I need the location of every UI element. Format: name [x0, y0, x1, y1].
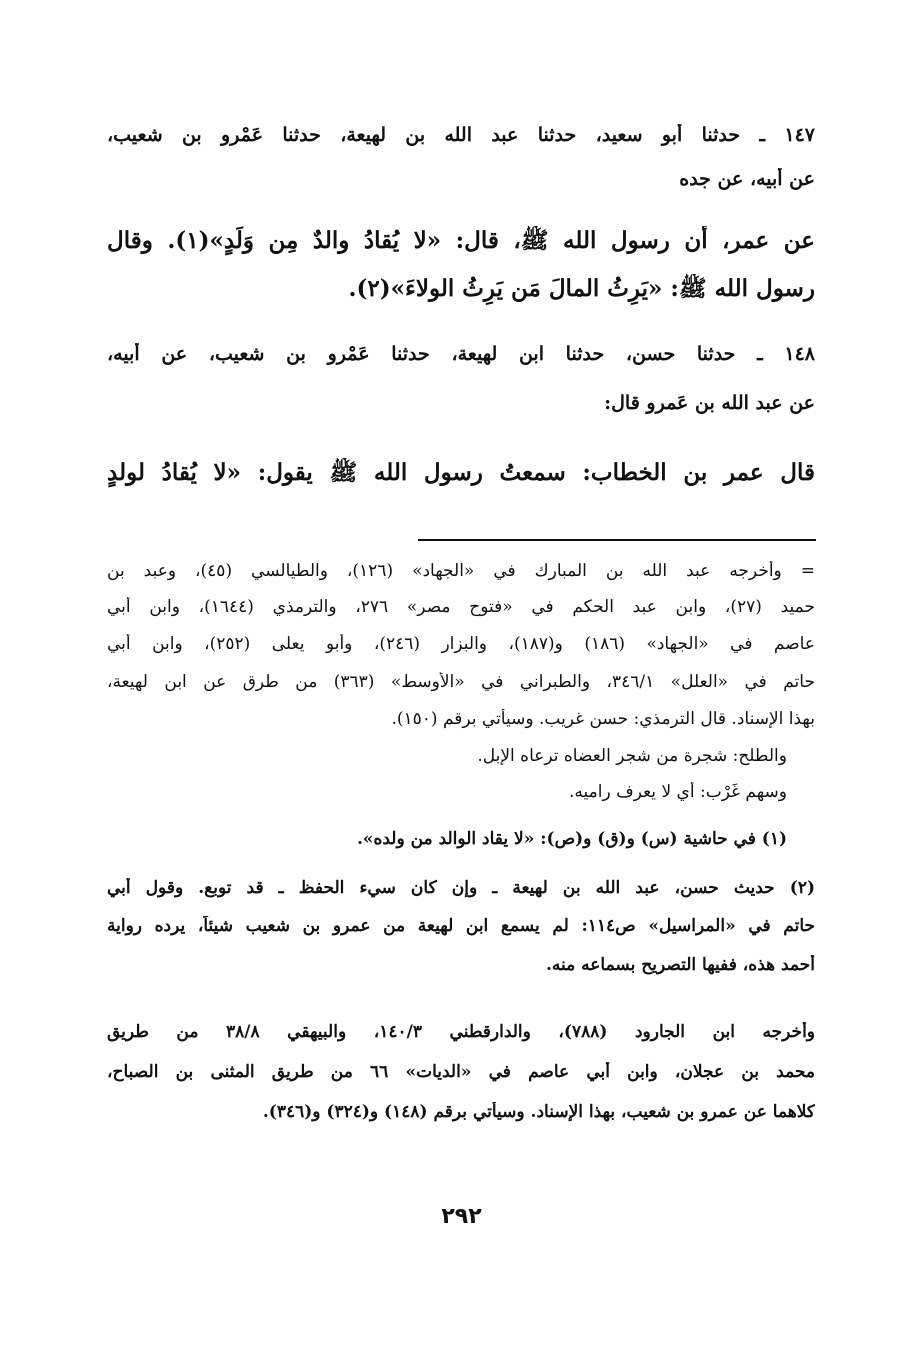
footnote-2-line-1: (٢) حديث حسن، عبد الله بن لهيعة ـ وإن كان سيء الحفظ ـ قد توبع. وقول أبي	[107, 878, 815, 898]
hadith-147-isnad-line-2: عن أبيه، عن جده	[679, 168, 815, 190]
hadith-147-matn-line-2: رسول الله ﷺ: «يَرِثُ المالَ مَن يَرِثُ الولاءَ»(٢).	[348, 275, 815, 302]
footnote-separator	[418, 539, 816, 541]
footnote-continuation-line-3: عاصم في «الجهاد» (١٨٦) و(١٨٧)، والبزار (٢٤٦)، وأبو يعلى (٢٥٢)، وابن أبي	[107, 634, 815, 654]
footnote-continuation-line-4: حاتم في «العلل» ٣٤٦/١، والطبراني في «الأوسط» (٣٦٣) من طرق عن ابن لهيعة،	[107, 672, 815, 692]
page-number: ٢٩٢	[441, 1204, 482, 1229]
talh-definition: والطلح: شجرة من شجر العضاه ترعاه الإبل.	[477, 746, 787, 766]
footnote-continuation-line-2: حميد (٢٧)، وابن عبد الحكم في «فتوح مصر» ٢٧٦، والترمذي (١٦٤٤)، وابن أبي	[107, 597, 815, 617]
footnote-2-line-2: حاتم في «المراسيل» ص١١٤: لم يسمع ابن لهيعة من عمرو بن شعيب شيئاً، يرده رواية	[107, 916, 815, 936]
footnote-2-line-5: محمد بن عجلان، وابن أبي عاصم في «الديات» ٦٦ من طريق المثنى بن الصباح،	[107, 1062, 815, 1082]
sahm-definition: وسهم غَرْب: أي لا يعرف راميه.	[569, 782, 787, 802]
hadith-148-isnad-line-2: عن عبد الله بن عَمرو قال:	[604, 392, 815, 414]
hadith-147-isnad-line-1: ١٤٧ ـ حدثنا أبو سعيد، حدثنا عبد الله بن لهيعة، حدثنا عَمْرو بن شعيب،	[107, 124, 815, 146]
hadith-147-matn-line-1: عن عمر، أن رسول الله ﷺ، قال: «لا يُقادُ والدٌ مِن وَلَدٍ»(١). وقال	[107, 227, 815, 254]
footnote-1: (١) في حاشية (س) و(ق) و(ص): «لا يقاد الوالد من ولده».	[356, 829, 787, 849]
footnote-2-line-4: وأخرجه ابن الجارود (٧٨٨)، والدارقطني ١٤٠/٣، والبيهقي ٣٨/٨ من طريق	[107, 1022, 815, 1042]
hadith-148-isnad-line-1: ١٤٨ ـ حدثنا حسن، حدثنا ابن لهيعة، حدثنا عَمْرو بن شعيب، عن أبيه،	[107, 343, 815, 365]
hadith-148-matn-line-1: قال عمر بن الخطاب: سمعتُ رسول الله ﷺ يقول: «لا يُقادُ لولدٍ	[107, 459, 815, 486]
footnote-2-line-3: أحمد هذه، ففيها التصريح بسماعه منه.	[545, 955, 815, 975]
footnote-continuation-line-1: = وأخرجه عبد الله بن المبارك في «الجهاد» (١٢٦)، والطيالسي (٤٥)، وعبد بن	[107, 561, 815, 581]
footnote-2-line-6: كلاهما عن عمرو بن شعيب، بهذا الإسناد. وسيأتي برقم (١٤٨) و(٣٢٤) و(٣٤٦).	[262, 1102, 815, 1122]
footnote-continuation-line-5: بهذا الإسناد. قال الترمذي: حسن غريب. وسيأتي برقم (١٥٠).	[391, 709, 815, 729]
